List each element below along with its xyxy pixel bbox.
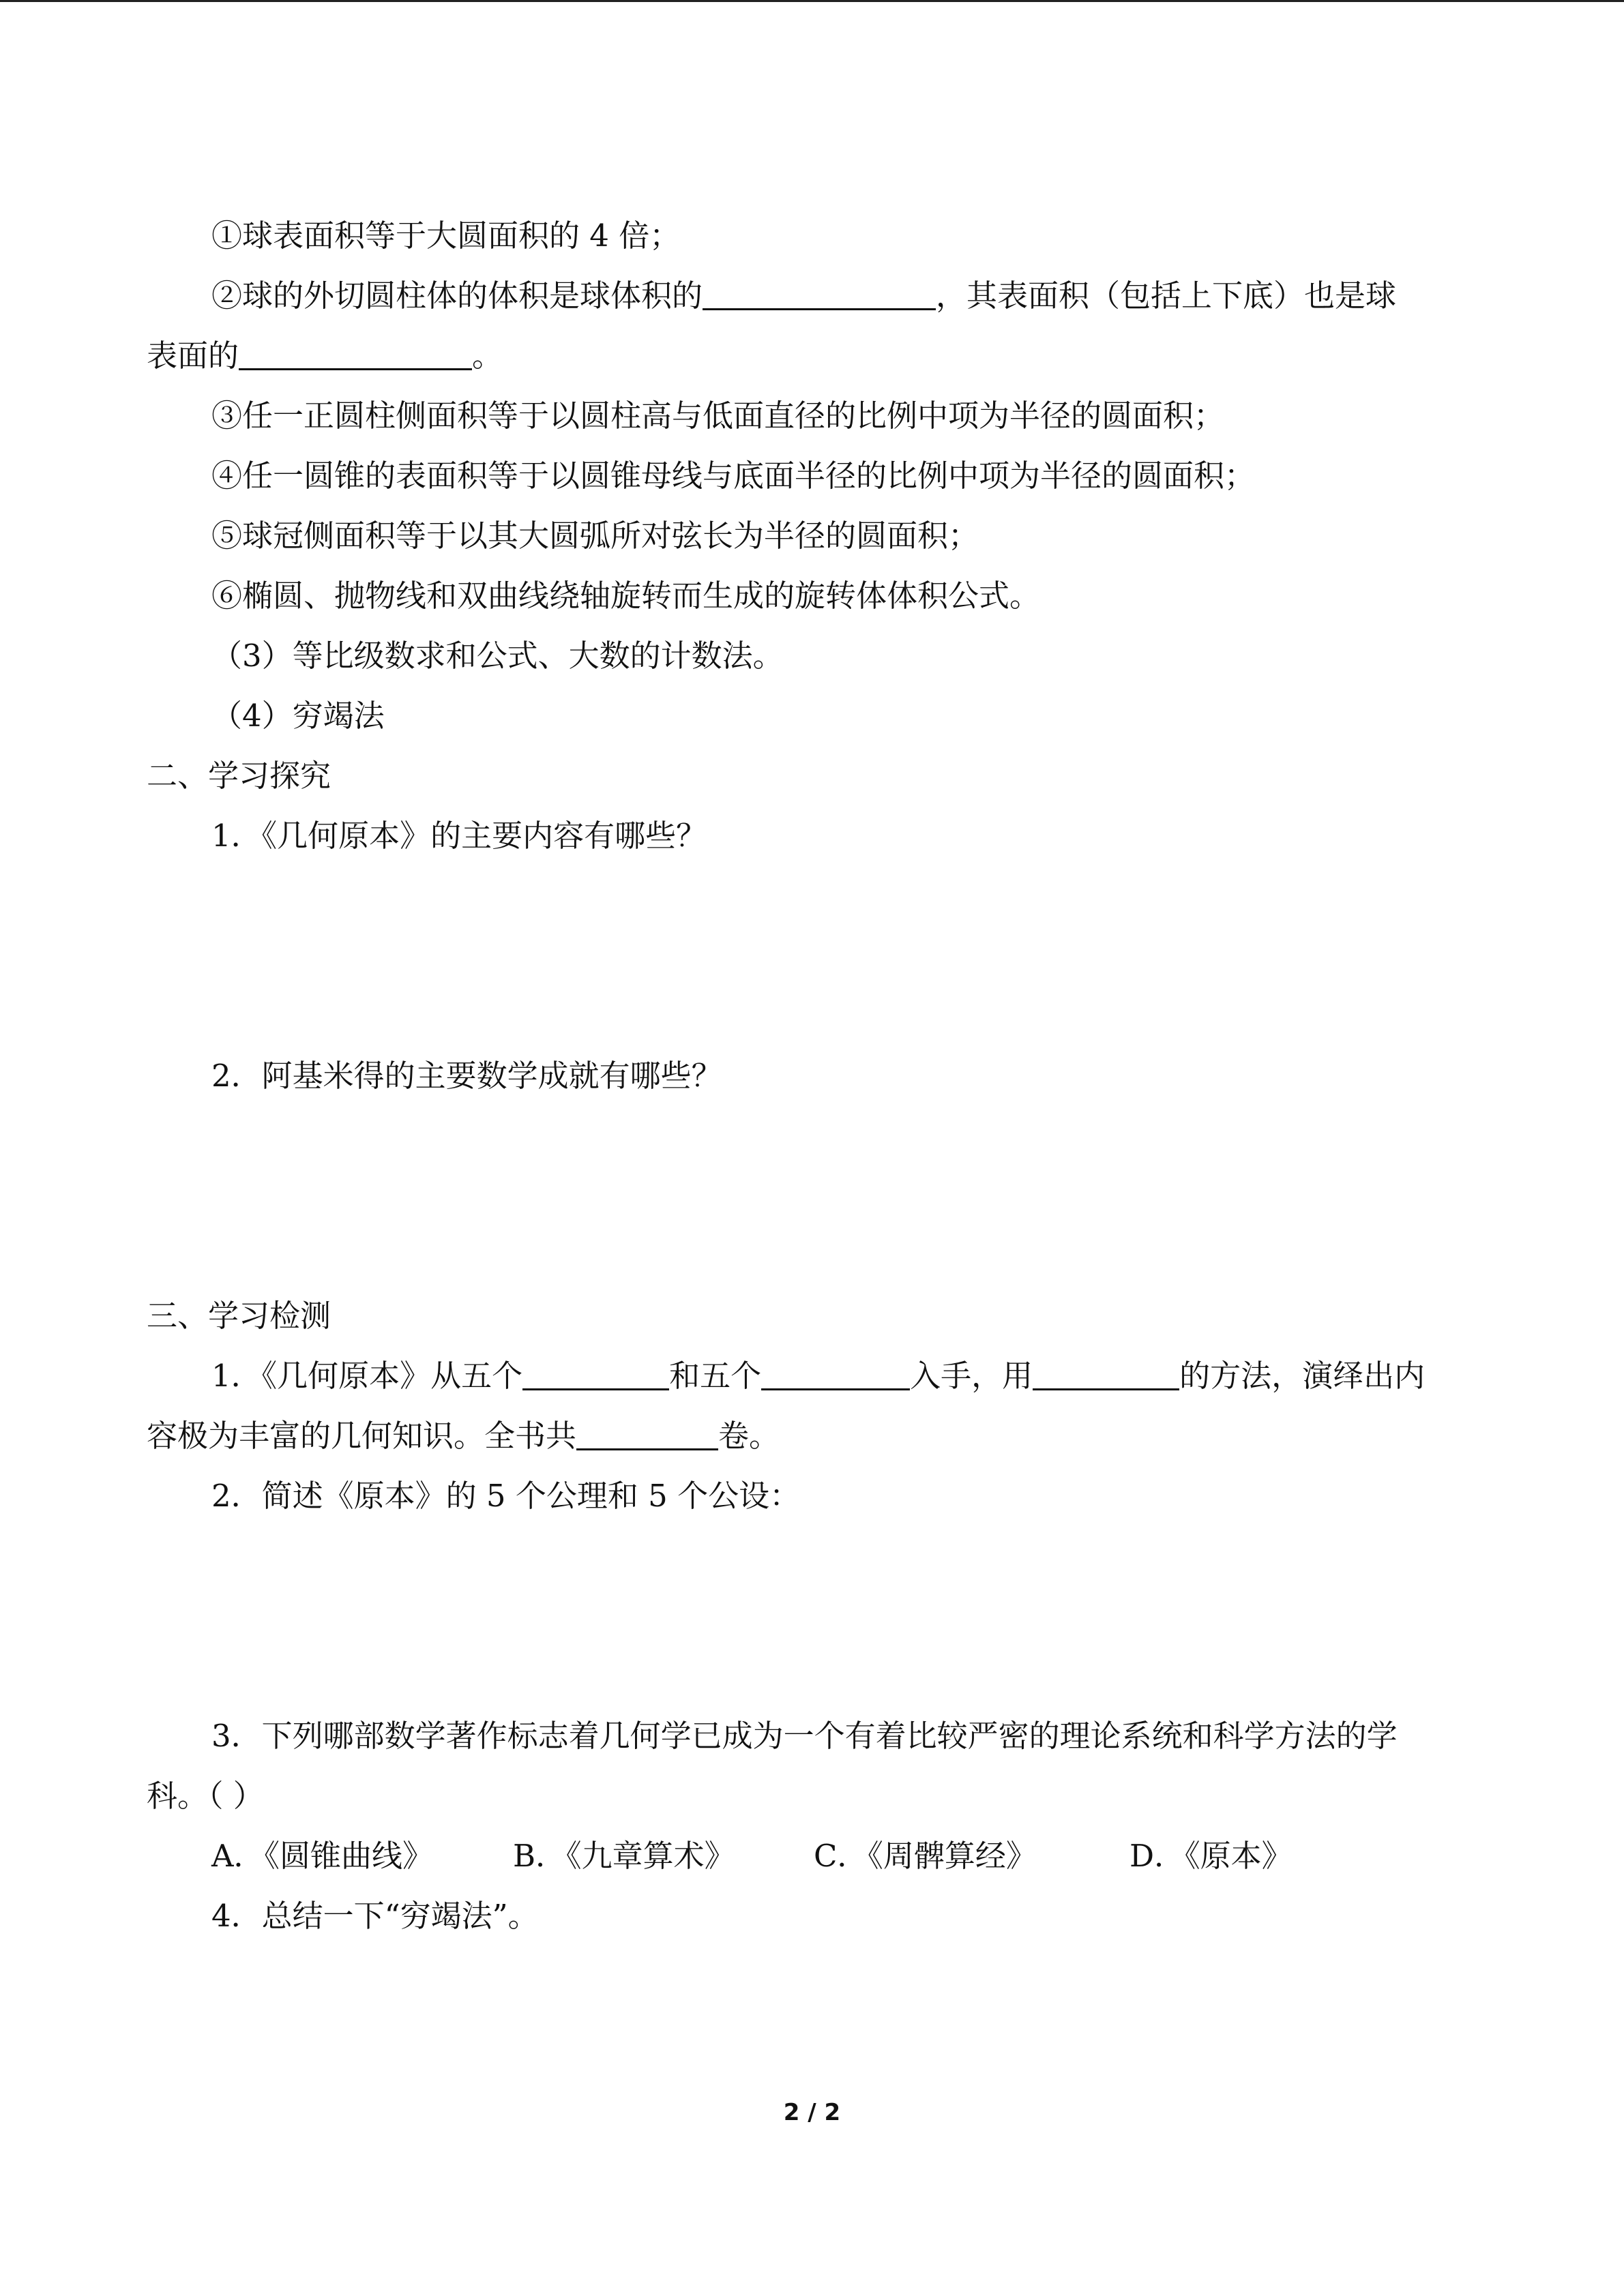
question-3-4 (211, 1896, 539, 1937)
text: D．《原本》 (1130, 1838, 1293, 1874)
option-d (1130, 1836, 1293, 1877)
text: ④任一圆锥的表面积等于以圆锥母线与底面半径的比例中项为半径的圆面积； (211, 458, 1256, 494)
fill-blank[interactable] (576, 1418, 718, 1450)
page-number: 2 / 2 (783, 2099, 841, 2126)
text: 入手，用 (910, 1358, 1033, 1394)
top-border (0, 0, 1624, 2)
item-2-cont (147, 336, 503, 376)
question-2-2 (211, 1056, 722, 1097)
question-3-1 (211, 1356, 1425, 1397)
text: 的方法，演绎出内 (1179, 1358, 1426, 1394)
item-2 (211, 275, 1396, 316)
text: ⑤球冠侧面积等于以其大圆弧所对弦长为半径的圆面积； (211, 518, 979, 554)
text: 三、学习检测 (147, 1298, 331, 1334)
fill-blank[interactable] (761, 1358, 910, 1390)
text: 4．总结一下“穷竭法”。 (211, 1898, 539, 1934)
text: （4）穷竭法 (211, 698, 385, 734)
question-3-1-cont (147, 1416, 780, 1457)
text: C．《周髀算经》 (814, 1838, 1037, 1874)
text: 1．《几何原本》的主要内容有哪些？ (211, 818, 707, 854)
text: 表面的 (147, 338, 239, 374)
text: 和五个 (669, 1358, 762, 1394)
text: 容极为丰富的几何知识。全书共 (147, 1418, 577, 1454)
option-b (513, 1836, 735, 1877)
text: 科。（ ） (147, 1778, 264, 1814)
text: 3．下列哪部数学著作标志着几何学已成为一个有着比较严密的理论系统和科学方法的学 (211, 1718, 1398, 1754)
text: （3）等比级数求和公式、大数的计数法。 (211, 638, 784, 674)
text: A．《圆锥曲线》 (211, 1838, 433, 1874)
question-3-2 (211, 1476, 800, 1517)
text: ①球表面积等于大圆面积的 4 倍； (211, 218, 681, 254)
fill-blank[interactable] (1033, 1358, 1179, 1390)
section-heading-3 (147, 1296, 331, 1337)
text: B．《九章算术》 (513, 1838, 735, 1874)
text: 2．简述《原本》的 5 个公理和 5 个公设： (211, 1478, 801, 1514)
fill-blank[interactable] (703, 278, 936, 310)
option-c (814, 1836, 1037, 1877)
text: 二、学习探究 (147, 758, 331, 794)
text: 1．《几何原本》从五个 (211, 1358, 523, 1394)
option-a (211, 1836, 433, 1877)
item-3 (211, 396, 1224, 436)
question-3-3 (211, 1716, 1398, 1757)
question-3-3-cont (147, 1776, 264, 1817)
item-6 (211, 576, 1040, 616)
section-heading-2 (147, 756, 331, 796)
item-5 (211, 516, 979, 556)
text: 。 (472, 338, 503, 374)
text: ③任一正圆柱侧面积等于以圆柱高与低面直径的比例中项为半径的圆面积； (211, 398, 1225, 434)
item-4 (211, 456, 1255, 496)
fill-blank[interactable] (522, 1358, 669, 1390)
fill-blank[interactable] (239, 338, 472, 370)
text: 2．阿基米得的主要数学成就有哪些？ (211, 1058, 722, 1094)
item-1 (211, 215, 680, 256)
text: ⑥椭圆、抛物线和双曲线绕轴旋转而生成的旋转体体积公式。 (211, 578, 1041, 614)
question-2-1 (211, 816, 707, 856)
text: 卷。 (718, 1418, 780, 1454)
text: ，其表面积（包括上下底）也是球 (936, 278, 1397, 314)
item-7 (211, 636, 784, 676)
text: ②球的外切圆柱体的体积是球体积的 (211, 278, 703, 314)
item-8 (211, 696, 385, 736)
